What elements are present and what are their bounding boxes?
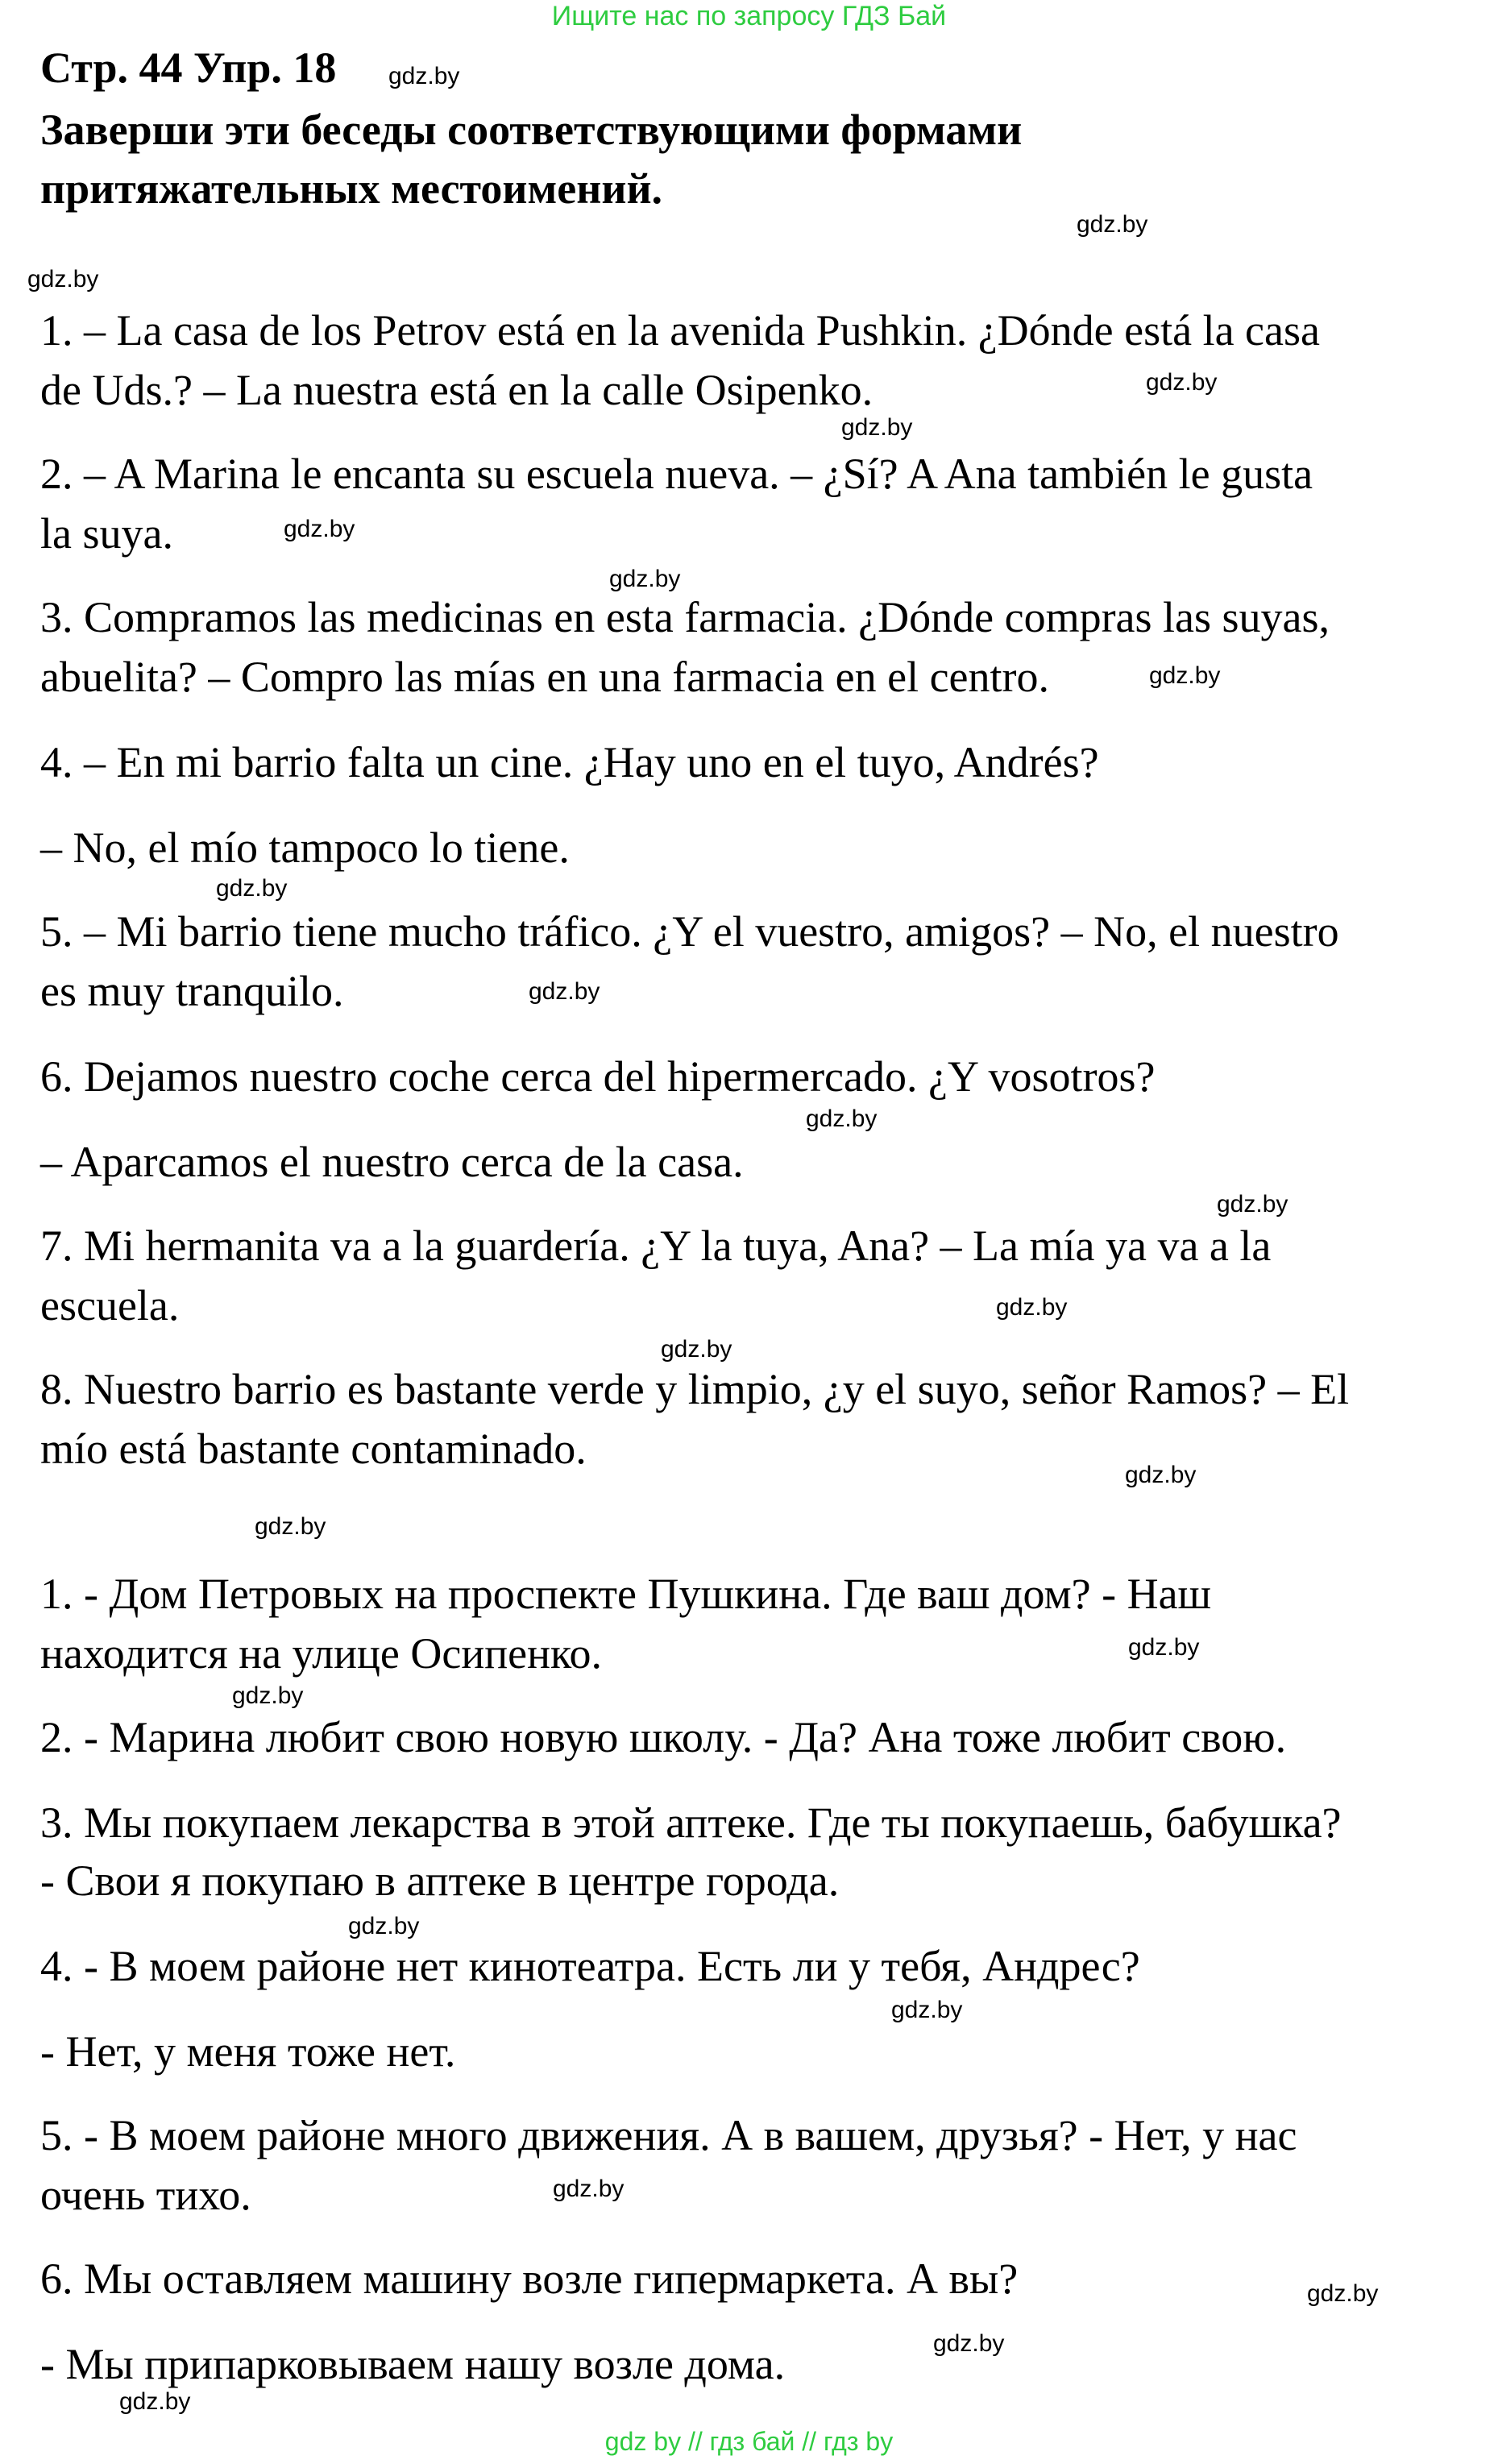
spanish-line: 5. – Mi barrio tiene mucho tráfico. ¿Y el vuestro, amigos? – No, el nuestro xyxy=(40,907,1339,956)
watermark: gdz.by xyxy=(1307,2280,1379,2307)
russian-line: 1. - Дом Петровых на проспекте Пушкина. Где ваш дом? - Наш xyxy=(40,1570,1212,1618)
watermark: gdz.by xyxy=(1125,1462,1197,1488)
watermark: gdz.by xyxy=(255,1513,326,1540)
task-line-1: Заверши эти беседы соответствующими формами xyxy=(40,106,1023,154)
russian-line: - Мы припарковываем нашу возле дома. xyxy=(40,2340,786,2388)
russian-line: 6. Мы оставляем машину возле гипермаркета. А вы? xyxy=(40,2255,1019,2303)
watermark: gdz.by xyxy=(119,2388,191,2415)
russian-line: очень тихо. xyxy=(40,2171,251,2219)
spanish-line: 6. Dejamos nuestro coche cerca del hipermercado. ¿Y vosotros? xyxy=(40,1052,1156,1101)
watermark: gdz.by xyxy=(1149,662,1221,689)
spanish-line: escuela. xyxy=(40,1281,180,1329)
watermark: gdz.by xyxy=(891,1997,963,2023)
spanish-line: 2. – A Marina le encanta su escuela nueva. – ¿Sí? A Ana también le gusta xyxy=(40,450,1313,498)
spanish-line: 1. – La casa de los Petrov está en la avenida Pushkin. ¿Dónde está la casa xyxy=(40,306,1320,355)
spanish-line: 4. – En mi barrio falta un cine. ¿Hay uno en el tuyo, Andrés? xyxy=(40,738,1099,786)
watermark: gdz.by xyxy=(1077,211,1148,238)
spanish-line: – No, el mío tampoco lo tiene. xyxy=(40,823,570,872)
watermark: gdz.by xyxy=(1128,1634,1200,1661)
spanish-line: es muy tranquilo. xyxy=(40,967,344,1015)
watermark: gdz.by xyxy=(348,1913,420,1939)
spanish-line: mío está bastante contaminado. xyxy=(40,1425,587,1473)
watermark: gdz.by xyxy=(284,516,355,542)
russian-line: - Свои я покупаю в аптеке в центре города. xyxy=(40,1856,840,1905)
watermark: gdz.by xyxy=(933,2330,1005,2357)
spanish-line: 3. Compramos las medicinas en esta farmacia. ¿Dónde compras las suyas, xyxy=(40,593,1330,641)
watermark: gdz.by xyxy=(553,2176,625,2202)
footer-links[interactable]: gdz by // гдз бай // гдз by xyxy=(604,2427,894,2456)
title-watermark: gdz.by xyxy=(388,63,460,89)
watermark: gdz.by xyxy=(216,875,288,902)
watermark: gdz.by xyxy=(806,1105,878,1132)
spanish-line: de Uds.? – La nuestra está en la calle Osipenko. xyxy=(40,366,873,414)
russian-line: 3. Мы покупаем лекарства в этой аптеке. Где ты покупаешь, бабушка? xyxy=(40,1798,1342,1847)
watermark: gdz.by xyxy=(609,566,681,592)
watermark: gdz.by xyxy=(232,1682,304,1709)
watermark: gdz.by xyxy=(529,978,600,1005)
watermark: gdz.by xyxy=(1146,369,1218,396)
task-line-2: притяжательных местоимений. xyxy=(40,164,663,213)
page-title: Стр. 44 Упр. 18 xyxy=(40,44,337,92)
russian-line: - Нет, у меня тоже нет. xyxy=(40,2027,456,2076)
top-banner[interactable]: Ищите нас по запросу ГДЗ Бай xyxy=(551,1,947,31)
spanish-line: – Aparcamos el nuestro cerca de la casa. xyxy=(40,1138,744,1186)
russian-line: находится на улице Осипенко. xyxy=(40,1629,603,1678)
russian-line: 2. - Марина любит свою новую школу. - Да? Ана тоже любит свою. xyxy=(40,1713,1287,1761)
watermark: gdz.by xyxy=(661,1336,732,1363)
watermark: gdz.by xyxy=(996,1294,1068,1321)
spanish-line: la suya. xyxy=(40,509,173,558)
russian-line: 4. - В моем районе нет кинотеатра. Есть ли у тебя, Андрес? xyxy=(40,1942,1140,1990)
watermark: gdz.by xyxy=(1217,1191,1288,1217)
spanish-line: 8. Nuestro barrio es bastante verde y limpio, ¿y el suyo, señor Ramos? – El xyxy=(40,1365,1350,1413)
spanish-line: abuelita? – Compro las mías en una farmacia en el centro. xyxy=(40,653,1049,701)
watermark: gdz.by xyxy=(841,414,913,441)
spanish-line: 7. Mi hermanita va a la guardería. ¿Y la tuya, Ana? – La mía ya va a la xyxy=(40,1222,1272,1270)
watermark: gdz.by xyxy=(27,266,99,292)
russian-line: 5. - В моем районе много движения. А в вашем, друзья? - Нет, у нас xyxy=(40,2111,1297,2159)
